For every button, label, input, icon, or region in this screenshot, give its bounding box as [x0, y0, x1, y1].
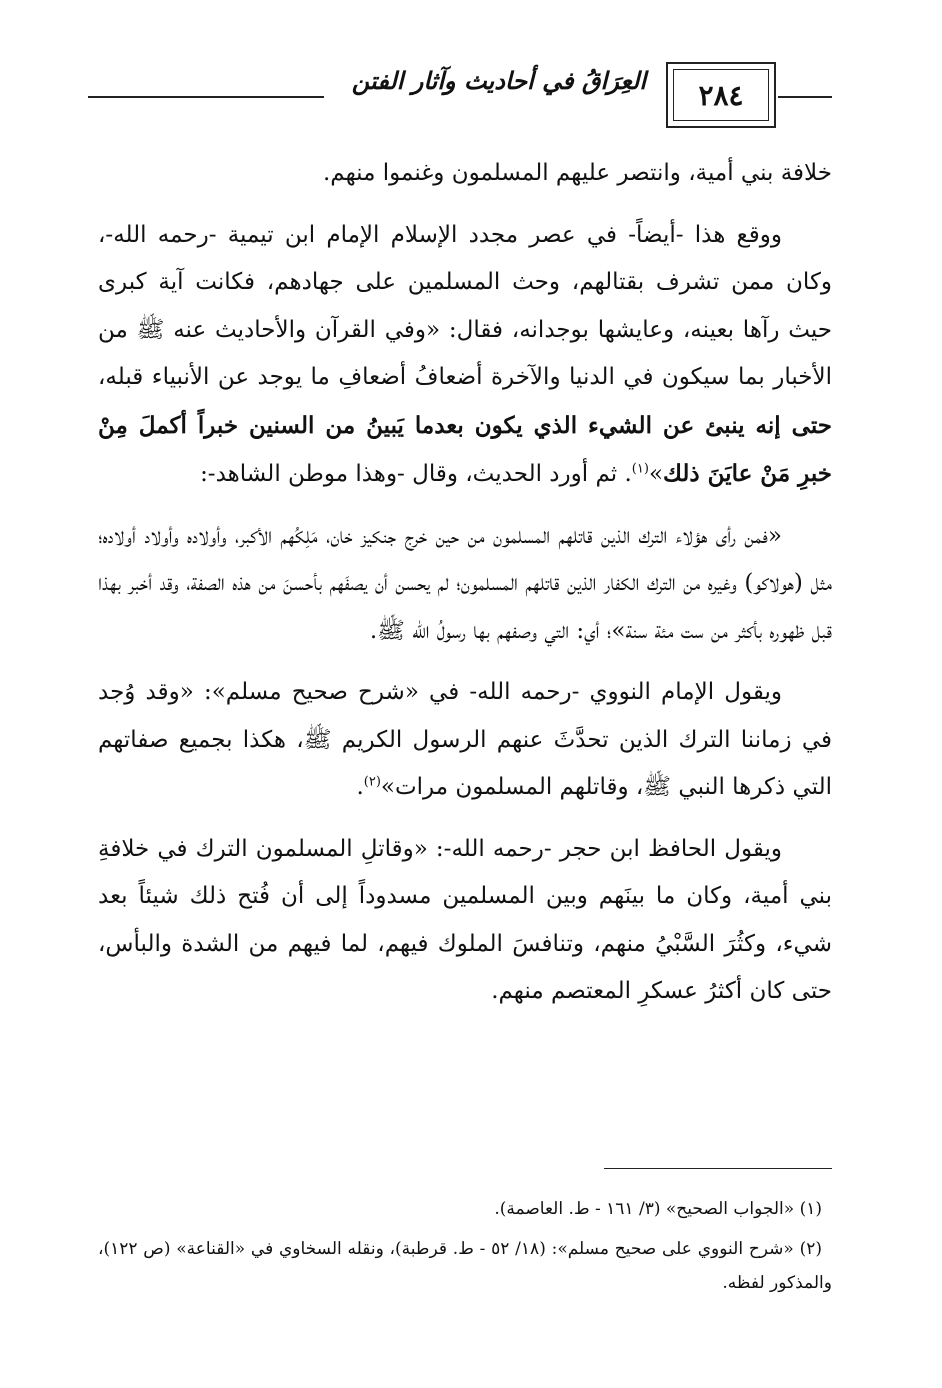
paragraph-4: [98, 669, 832, 812]
paragraph-2: [98, 212, 832, 499]
paragraph-2-text-a: ووقع هذا -أيضاً- في عصر مجدد الإسلام الإمام ابن تيمية -رحمه الله-، وكان ممن تشرف بقتالهم، وحث المسلمين على جهادهم، فكانت آية كبرى حيث رآها بعينه، وعايشها بوجدانه، فقال: «وفي القرآن والأحاديث عنه ﷺ من الأخبار بما سيكون في الدنيا والآخرة أضعافُ أضعافِ ما يوجد عن الأنبياء قبله،: [98, 221, 832, 390]
paragraph-4-text-a: ويقول الإمام النووي -رحمه الله- في «شرح صحيح مسلم»: «وقد وُجد في زماننا الترك الذين تحدَّثَ عنهم الرسول الكريم ﷺ، هكذا بجميع صفاتهم التي ذكرها النبي ﷺ، وقاتلهم المسلمون مرات»: [98, 679, 832, 800]
paragraph-1: خلافة بني أمية، وانتصر عليهم المسلمون وغنموا منهم.: [322, 160, 832, 186]
footnotes: [98, 1192, 832, 1300]
header-rule-right: [778, 96, 832, 98]
footnote-ref-1: (١): [631, 461, 649, 477]
page-header: [88, 62, 832, 132]
footnote-separator: [604, 1168, 832, 1169]
header-rule-left: [88, 96, 324, 98]
paragraph-3: «فمن رأى هؤلاء الترك الذين قاتلهم المسلمون من حين خرج جنكيز خان، مَلِكُهم الأكبر، وأولاده وأولاد أولاده؛ مثل (هولاكو) وغيره من الترك الكفار الذين قاتلهم المسلمون؛ لم يحسن أن يصفَهم بأحسنَ من هذه الصفة، وقد أخبر بهذا قبل ظهوره بأكثر من ست مئة سنة»؛ أي: التي وصفهم بها رسولُ الله ﷺ.: [98, 522, 832, 644]
page-number-frame: [666, 62, 776, 128]
footnote-2: (٢) «شرح النووي على صحيح مسلم»: (١٨/ ٥٢ - ط. قرطبة)، ونقله السخاوي في «القناعة» (ص ١٢٢)، والمذكور لفظه.: [98, 1239, 832, 1293]
paragraph-2-text-b: . ثم أورد الحديث، وقال -وهذا موطن الشاهد-:: [200, 461, 632, 487]
page-number: ٢٨٤: [673, 69, 769, 121]
footnote-ref-2: (٢): [363, 774, 381, 790]
paragraph-2-quote-close: »: [648, 461, 664, 487]
paragraph-5: ويقول الحافظ ابن حجر -رحمه الله-: «وقاتلِ المسلمون الترك في خلافةِ بني أمية، وكان ما بينَهم وبين المسلمين مسدوداً إلى أن فُتح ذلك شيئاً بعد شيء، وكثُرَ السَّبْيُ منهم، وتنافسَ الملوك فيهم، لما فيهم من الشدة والبأس، حتى كان أكثرُ عسكرِ المعتصم منهم.: [98, 835, 832, 1004]
footnote-1: (١) «الجواب الصحيح» (٣/ ١٦١ - ط. العاصمة).: [494, 1199, 822, 1219]
paragraph-2-bold-quote: حتى إنه ينبئ عن الشيء الذي يكون بعدما يَبينُ من السنين خبراً أكملَ مِنْ خبرِ مَنْ عايَنَ ذلك: [98, 411, 832, 487]
book-title: العِرَاقُ في أحاديث وآثار الفتن: [351, 66, 646, 95]
main-text: [98, 150, 832, 1016]
paragraph-4-text-b: .: [356, 774, 364, 800]
